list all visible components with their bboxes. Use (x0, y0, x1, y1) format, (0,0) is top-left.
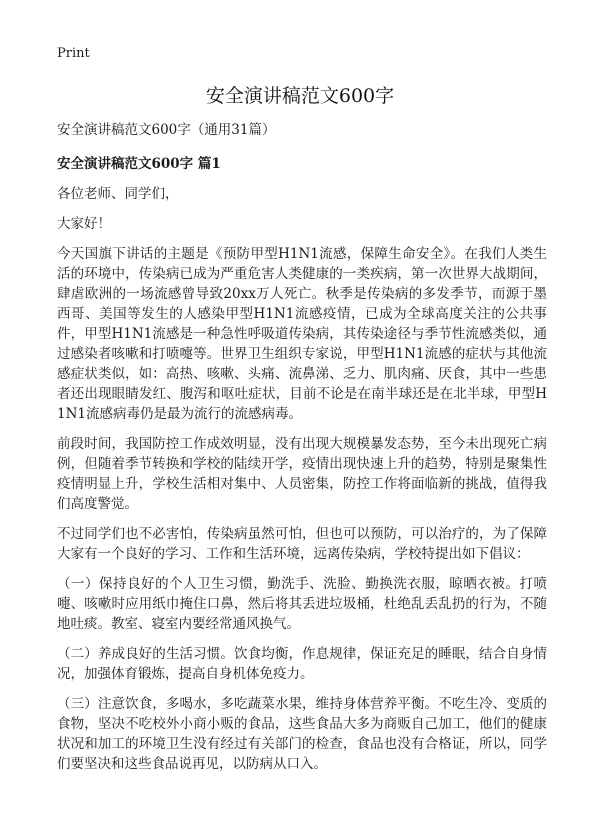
paragraph-situation: 前段时间，我国防控工作成效明显，没有出现大规模暴发态势，至今未出现死亡病例，但随着季节转换和学校的陆续开学，疫情出现快速上升的趋势，特别是聚集性疫情明显上升，学校生活相对集中、人员密集，防控工作将面临新的挑战，值得我们高度警觉。 (57, 436, 547, 512)
salutation: 各位老师、同学们， (57, 186, 179, 202)
paragraph-topic: 今天国旗下讲话的主题是《预防甲型H1N1流感，保障生命安全》。在我们人类生活的环境中，传染病已成为严重危害人类健康的一类疾病，第一次世界大战期间，肆虐欧洲的一场流感曾导致20xx万人死亡。秋季是传染病的多发季节，而源于墨西哥、美国等发生的人感染甲型H1N1流感疫情，已成为全球高度关注的公共事件，甲型H1N1流感是一种急性呼吸道传染病，其传染途径与季节性流感类似，通过感染者咳嗽和打喷嚏等。世界卫生组织专家说，甲型H1N1流感的症状与其他流感症状类似，如：高热、咳嗽、头痛、流鼻涕、乏力、肌肉痛、厌食，其中一些患者还出现眼睛发红、腹泻和呕吐症状，目前不论是在南半球还是在北半球，甲型H1N1流感病毒仍是最为流行的流感病毒。 (57, 246, 547, 422)
greeting: 大家好！ (57, 216, 111, 232)
paragraph-item-1: （一）保持良好的个人卫生习惯，勤洗手、洗脸、勤换洗衣服，晾晒衣被。打喷嚏、咳嗽时应用纸巾掩住口鼻，然后将其丢进垃圾桶，杜绝乱丢乱扔的行为，不随地吐痰。教室、寝室内要经常通风换气。 (57, 576, 547, 632)
print-link[interactable]: Print (57, 46, 90, 61)
page-title: 安全演讲稿范文600字 (205, 85, 395, 107)
section-heading: 安全演讲稿范文600字 篇1 (57, 156, 221, 172)
paragraph-item-2: （二）养成良好的生活习惯。饮食均衡，作息规律，保证充足的睡眠，结合自身情况，加强体育锻炼，提高自身机体免疫力。 (57, 646, 547, 682)
paragraph-proposal: 不过同学们也不必害怕，传染病虽然可怕，但也可以预防，可以治疗的，为了保障大家有一个良好的学习、工作和生活环境，远离传染病，学校特提出如下倡议： (57, 526, 547, 562)
document-subtitle: 安全演讲稿范文600字（通用31篇） (57, 122, 276, 138)
document-body (57, 120, 547, 784)
paragraph-item-3: （三）注意饮食，多喝水，多吃蔬菜水果，维持身体营养平衡。不吃生冷、变质的食物，坚决不吃校外小商小贩的食品，这些食品大多为商贩自己加工，他们的健康状况和加工的环境卫生没有经过有关部门的检查，食品也没有合格证，所以，同学们要坚决和这些食品说再见，以防病从口入。 (57, 696, 547, 772)
